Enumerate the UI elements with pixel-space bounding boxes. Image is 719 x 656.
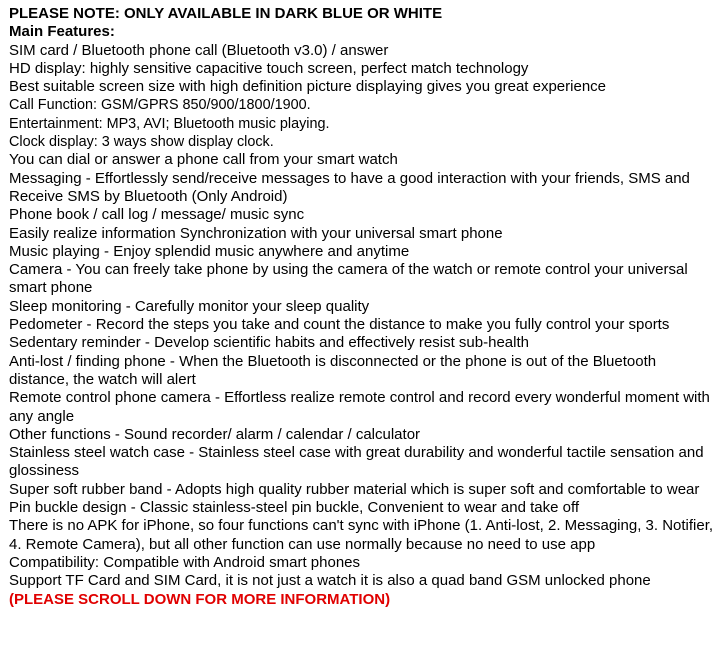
feature-sedentary-reminder: Sedentary reminder - Develop scientific habits and effectively resist sub-health [9,334,529,352]
feature-sim-bluetooth-call: SIM card / Bluetooth phone call (Bluetooth v3.0) / answer [9,41,389,59]
feature-hd-display: HD display: highly sensitive capacitive touch screen, perfect match technology [9,59,529,77]
feature-music-playing: Music playing - Enjoy splendid music anywhere and anytime [9,242,410,260]
feature-dial-answer: You can dial or answer a phone call from your smart watch [9,151,398,169]
feature-rubber-band: Super soft rubber band - Adopts high quality rubber material which is super soft and comfortable to wear [9,480,700,498]
feature-entertainment: Entertainment: MP3, AVI; Bluetooth music playing. [9,115,330,132]
feature-remote-camera: Remote control phone camera - Effortless realize remote control and record every wonderful moment with any angle [9,389,710,425]
feature-camera: Camera - You can freely take phone by using the camera of the watch or remote control your universal smart phone [9,261,688,297]
feature-other-functions: Other functions - Sound recorder/ alarm / calendar / calculator [9,425,421,443]
feature-tf-sim-card: Support TF Card and SIM Card, it is not just a watch it is also a quad band GSM unlocked phone [9,572,651,590]
feature-clock-display: Clock display: 3 ways show display clock. [9,134,274,151]
feature-steel-case: Stainless steel watch case - Stainless steel case with great durability and wonderful tactile sensation and glossiness [9,444,704,480]
feature-phone-book: Phone book / call log / message/ music sync [9,206,305,224]
feature-screen-size: Best suitable screen size with high definition picture displaying gives you great experience [9,78,607,96]
feature-call-function: Call Function: GSM/GPRS 850/900/1800/1900. [9,97,311,114]
scroll-down-notice: (PLEASE SCROLL DOWN FOR MORE INFORMATION) [9,590,391,608]
feature-messaging: Messaging - Effortlessly send/receive messages to have a good interaction with your friends, SMS and Receive SMS by Bluetooth (Only Android) [9,169,690,205]
feature-anti-lost: Anti-lost / finding phone - When the Bluetooth is disconnected or the phone is out of the Bluetooth distance, the watch will alert [9,352,657,388]
feature-sync: Easily realize information Synchronization with your universal smart phone [9,224,503,242]
product-description [9,5,714,609]
availability-notice: PLEASE NOTE: ONLY AVAILABLE IN DARK BLUE OR WHITE [9,5,443,22]
feature-pin-buckle: Pin buckle design - Classic stainless-steel pin buckle, Convenient to wear and take off [9,499,580,517]
features-heading: Main Features: [9,23,115,41]
feature-compatibility: Compatibility: Compatible with Android smart phones [9,553,360,571]
feature-pedometer: Pedometer - Record the steps you take and count the distance to make you fully control your sports [9,316,670,334]
feature-iphone-note: There is no APK for iPhone, so four functions can't sync with iPhone (1. Anti-lost, 2. Messaging, 3. Notifier, 4. Remote Camera), but all other function can use normally because no need to use app [9,517,714,553]
feature-sleep-monitoring: Sleep monitoring - Carefully monitor your sleep quality [9,297,370,315]
